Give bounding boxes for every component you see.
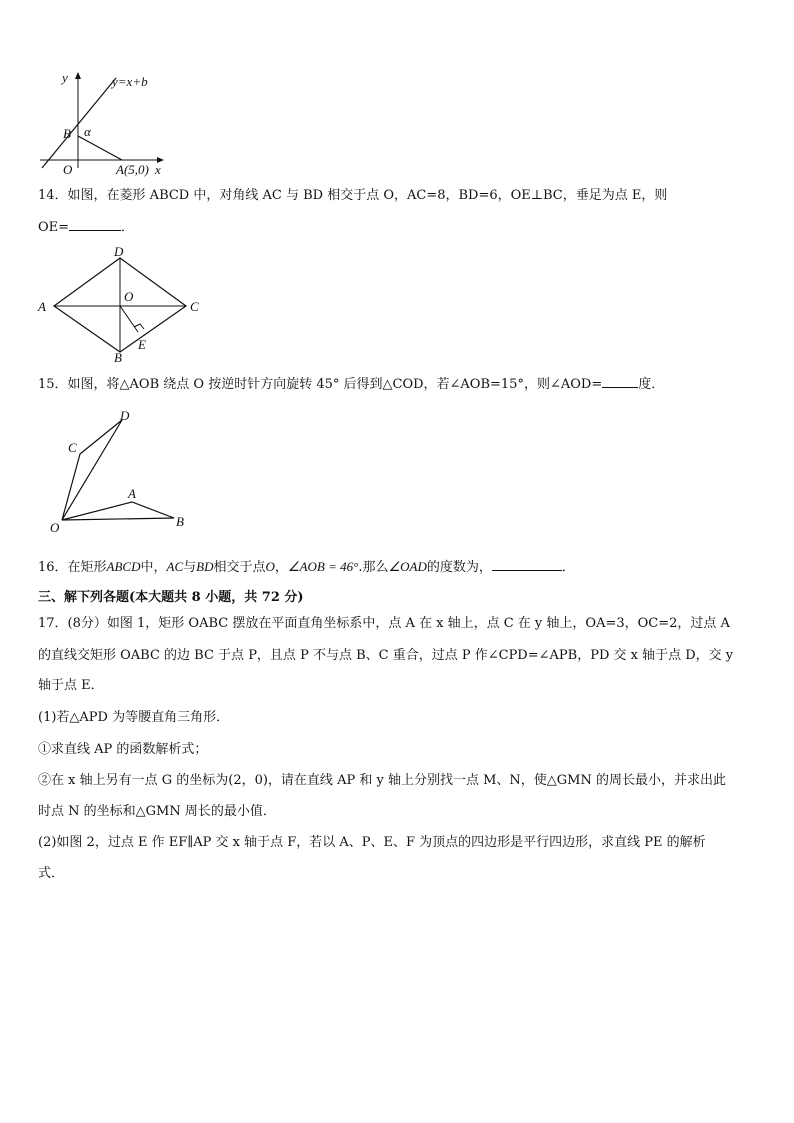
label-A: A (128, 486, 136, 501)
q17-line-9: 式． (38, 866, 65, 881)
label-B: B (114, 350, 122, 365)
label-y: y (62, 70, 68, 85)
q16-text-7: 的度数为， (426, 560, 492, 575)
q17-line-8: (2)如图 2，过点 E 作 EF∥AP 交 x 轴于点 F，若以 A、P、E、F 为顶点的四边形是平行四边形，求直线 PE 的解析 (38, 835, 706, 850)
segment-OE (120, 306, 138, 332)
q16-text-3: 与 (183, 560, 197, 575)
q17-line-1: 17．(8分）如图 1，矩形 OABC 摆放在平面直角坐标系中，点 A 在 x 轴上，点 C 在 y 轴上，OA=3，OC=2，过点 A (38, 616, 730, 631)
q16-text-1: 16．在矩形 (38, 560, 107, 575)
section-3-title: 三、解下列各题(本大题共 8 小题，共 72 分) (38, 590, 304, 605)
q17-line-6: ②在 x 轴上另有一点 G 的坐标为(2，0)，请在直线 AP 和 y 轴上分别找一点 M、N，使△GMN 的周长最小，并求出此 (38, 773, 726, 788)
label-C: C (68, 440, 77, 455)
label-O: O (124, 289, 134, 304)
label-B: B (63, 126, 71, 141)
label-D: D (120, 408, 130, 423)
figure-13-graph (30, 68, 180, 180)
q16-abcd: ABCD (106, 559, 141, 574)
q16-text-5: ， (274, 560, 288, 575)
q16-angle-aob: ∠AOB = 46° (287, 559, 359, 574)
triangle-COD (62, 420, 122, 520)
q16-bd: BD (196, 559, 214, 574)
label-O: O (63, 162, 73, 177)
q16-period: ． (561, 560, 575, 575)
label-O: O (50, 520, 60, 535)
q16-ac: AC (166, 559, 184, 574)
q15-unit: 度． (638, 377, 665, 392)
figure-15-rotation (40, 402, 200, 538)
q15-answer-blank[interactable] (602, 375, 638, 388)
label-E: E (138, 337, 146, 352)
q14-oe-label: OE= (38, 220, 70, 235)
label-D: D (114, 244, 124, 259)
label-A: A(5,0) (116, 162, 149, 177)
q14-line2 (38, 218, 134, 236)
q16-text-6: .那么 (358, 560, 389, 575)
q16-line (38, 558, 575, 576)
y-axis-arrow (75, 72, 81, 79)
line-y-eq-x-plus-b (42, 78, 116, 168)
q14-answer-blank[interactable] (69, 218, 121, 231)
q15-line (38, 375, 664, 393)
label-B: B (176, 514, 184, 529)
q14-line1: 14．如图，在菱形 ABCD 中，对角线 AC 与 BD 相交于点 O，AC=8，BD=6，OE⊥BC，垂足为点 E，则 (38, 188, 668, 203)
label-A: A (38, 299, 46, 314)
figure-14-rhombus (34, 244, 214, 366)
q15-text: 15．如图，将△AOB 绕点 O 按逆时针方向旋转 45° 后得到△COD，若∠AOB=15°，则∠AOD= (38, 377, 603, 392)
q16-angle-oad: ∠OAD (388, 559, 427, 574)
q16-answer-blank[interactable] (492, 558, 562, 571)
label-line: y=x+b (112, 74, 148, 89)
label-C: C (190, 299, 199, 314)
q16-text-2: 中， (140, 560, 167, 575)
q16-text-4: 相交于点 (213, 560, 266, 575)
q17-line-7: 时点 N 的坐标和△GMN 周长的最小值． (38, 804, 276, 819)
label-x: x (155, 162, 161, 177)
q17-line-5: ①求直线 AP 的函数解析式； (38, 742, 208, 757)
q17-line-3: 轴于点 E． (38, 678, 104, 693)
triangle-AOB (62, 502, 174, 520)
q17-line-2: 的直线交矩形 OABC 的边 BC 于点 P，且点 P 不与点 B、C 重合，过点 P 作∠CPD=∠APB，PD 交 x 轴于点 D，交 y (38, 648, 734, 663)
q17-line-4: (1)若△APD 为等腰直角三角形． (38, 710, 230, 725)
segment-BA (78, 136, 122, 160)
label-alpha: α (84, 124, 91, 139)
q14-period: ． (121, 220, 135, 235)
q16-o: O (265, 559, 275, 574)
